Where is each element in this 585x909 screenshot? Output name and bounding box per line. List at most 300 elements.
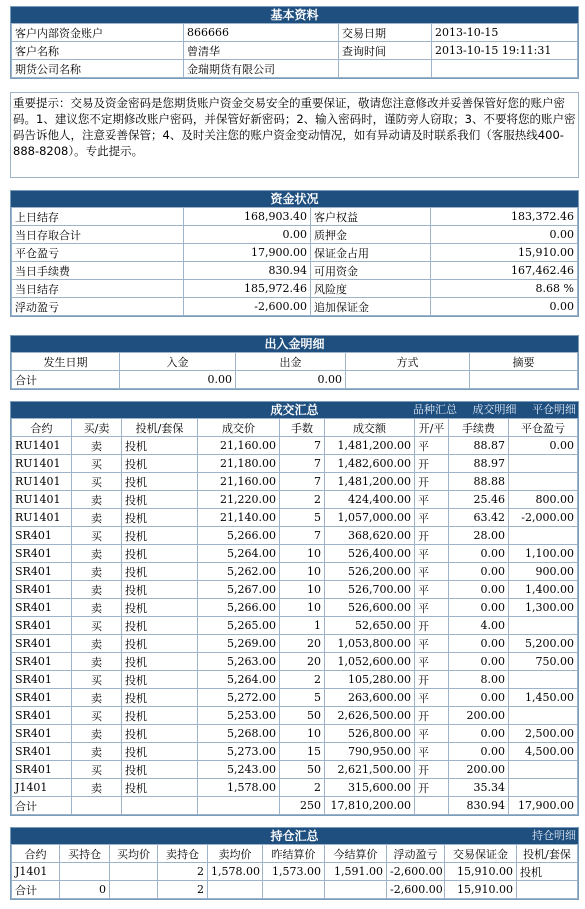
link-trade-detail[interactable]: 成交明细 bbox=[472, 403, 517, 416]
table-cell: 17,900.00 bbox=[509, 797, 578, 815]
table-cell: 投机 bbox=[122, 635, 198, 653]
table-cell: 21,160.00 bbox=[198, 437, 280, 455]
funds-row bbox=[12, 208, 578, 226]
table-cell: 开 bbox=[415, 707, 449, 725]
field-value: 2013-10-15 19:11:31 bbox=[432, 42, 578, 60]
table-cell bbox=[509, 779, 578, 797]
table-cell: 0.00 bbox=[509, 437, 578, 455]
table-cell: J1401 bbox=[12, 779, 72, 797]
table-cell: 买 bbox=[72, 671, 122, 689]
field-value: 8.68 % bbox=[431, 280, 578, 298]
table-cell: 750.00 bbox=[509, 653, 578, 671]
table-row bbox=[12, 635, 578, 653]
table-cell: 10 bbox=[280, 725, 325, 743]
positions-table bbox=[11, 844, 578, 899]
column-header: 昨结算价 bbox=[263, 845, 325, 863]
table-cell: -2,600.00 bbox=[387, 863, 445, 881]
table-cell: 315,600.00 bbox=[325, 779, 415, 797]
table-header-row bbox=[12, 845, 578, 863]
table-cell: 4.00 bbox=[449, 617, 509, 635]
field-label: 平仓盈亏 bbox=[12, 244, 184, 262]
table-cell: 250 bbox=[280, 797, 325, 815]
table-cell bbox=[509, 761, 578, 779]
notice-text: 重要提示：交易及资金密码是您期货账户资金交易安全的重要保证，敬请您注意修改并妥善保管好您的账户密码。1、建议您不定期修改账户密码，并保管好新密码；2、输入密码时，谨防旁人窃取；3、不要将您的账户密码告诉他人，注意妥善保管；4、及时关注您的账户资金变动情况，如有异动请及时联系我们（客服热线400-888-8208）。专此提示。 bbox=[13, 96, 576, 158]
table-cell: 投机 bbox=[122, 779, 198, 797]
column-header: 成交价 bbox=[198, 419, 280, 437]
table-row bbox=[12, 455, 578, 473]
table-cell: SR401 bbox=[12, 617, 72, 635]
table-row bbox=[12, 527, 578, 545]
table-cell: 0.00 bbox=[449, 599, 509, 617]
table-cell: 2 bbox=[158, 881, 208, 899]
table-cell: 投机 bbox=[122, 617, 198, 635]
table-row bbox=[12, 545, 578, 563]
table-cell: 1,450.00 bbox=[509, 689, 578, 707]
trades-table bbox=[11, 418, 578, 815]
table-cell: 买 bbox=[72, 527, 122, 545]
table-cell: 830.94 bbox=[449, 797, 509, 815]
field-label: 客户名称 bbox=[12, 42, 184, 60]
table-cell: 投机 bbox=[122, 689, 198, 707]
field-label: 当日结存 bbox=[12, 280, 184, 298]
table-row bbox=[12, 743, 578, 761]
table-cell: 开 bbox=[415, 455, 449, 473]
table-cell: 35.34 bbox=[449, 779, 509, 797]
table-cell: 0.00 bbox=[449, 725, 509, 743]
table-cell: 买 bbox=[72, 617, 122, 635]
column-header: 卖均价 bbox=[208, 845, 263, 863]
table-cell: 10 bbox=[280, 545, 325, 563]
table-row bbox=[12, 473, 578, 491]
column-header: 成交额 bbox=[325, 419, 415, 437]
table-cell bbox=[415, 797, 449, 815]
table-cell: 0.00 bbox=[449, 635, 509, 653]
table-cell: 平 bbox=[415, 581, 449, 599]
table-cell: SR401 bbox=[12, 689, 72, 707]
table-cell: 买 bbox=[72, 455, 122, 473]
table-cell: SR401 bbox=[12, 581, 72, 599]
table-cell: 1,300.00 bbox=[509, 599, 578, 617]
field-value: -2,600.00 bbox=[184, 298, 311, 316]
table-cell: 5,264.00 bbox=[198, 545, 280, 563]
table-cell: 0.00 bbox=[449, 545, 509, 563]
table-cell: 买 bbox=[72, 473, 122, 491]
table-cell: SR401 bbox=[12, 725, 72, 743]
link-close-detail[interactable]: 平仓明细 bbox=[532, 403, 576, 416]
table-cell bbox=[346, 371, 470, 389]
table-cell: 526,600.00 bbox=[325, 599, 415, 617]
funds-row bbox=[12, 244, 578, 262]
table-cell: 投机 bbox=[122, 653, 198, 671]
table-cell: 开 bbox=[415, 473, 449, 491]
table-cell: 0.00 bbox=[449, 581, 509, 599]
table-cell: 5,243.00 bbox=[198, 761, 280, 779]
table-cell: RU1401 bbox=[12, 509, 72, 527]
table-cell: 投机 bbox=[122, 437, 198, 455]
table-cell: SR401 bbox=[12, 599, 72, 617]
table-cell: 卖 bbox=[72, 779, 122, 797]
table-cell bbox=[509, 527, 578, 545]
table-cell: SR401 bbox=[12, 761, 72, 779]
table-cell: 1,400.00 bbox=[509, 581, 578, 599]
positions-section bbox=[10, 827, 579, 900]
field-label: 当日存取合计 bbox=[12, 226, 184, 244]
table-cell: 424,400.00 bbox=[325, 491, 415, 509]
field-value bbox=[432, 60, 578, 78]
column-header: 投机/套保 bbox=[122, 419, 198, 437]
table-cell: 0.00 bbox=[449, 563, 509, 581]
funds-title: 资金状况 bbox=[11, 191, 578, 207]
table-cell: 5,266.00 bbox=[198, 527, 280, 545]
table-cell: 1,100.00 bbox=[509, 545, 578, 563]
field-value: 曾清华 bbox=[184, 42, 339, 60]
table-cell: 0.00 bbox=[449, 743, 509, 761]
table-cell: 800.00 bbox=[509, 491, 578, 509]
table-cell bbox=[509, 707, 578, 725]
table-cell: 平 bbox=[415, 491, 449, 509]
field-value: 0.00 bbox=[431, 226, 578, 244]
table-cell: 开 bbox=[415, 779, 449, 797]
table-cell: -2,000.00 bbox=[509, 509, 578, 527]
funds-row bbox=[12, 298, 578, 316]
table-cell bbox=[208, 881, 263, 899]
column-header: 投机/套保 bbox=[517, 845, 578, 863]
table-cell: SR401 bbox=[12, 563, 72, 581]
field-label: 浮动盈亏 bbox=[12, 298, 184, 316]
field-label: 质押金 bbox=[311, 226, 431, 244]
table-cell: 平 bbox=[415, 743, 449, 761]
table-cell: 526,200.00 bbox=[325, 563, 415, 581]
table-cell bbox=[325, 881, 387, 899]
table-cell: 合计 bbox=[12, 371, 120, 389]
table-row bbox=[12, 563, 578, 581]
table-cell bbox=[509, 671, 578, 689]
table-cell: 投机 bbox=[122, 581, 198, 599]
table-cell: 买 bbox=[72, 707, 122, 725]
table-cell: SR401 bbox=[12, 743, 72, 761]
basic-info-row bbox=[12, 24, 578, 42]
column-header: 今结算价 bbox=[325, 845, 387, 863]
field-value: 2013-10-15 bbox=[432, 24, 578, 42]
inout-section bbox=[10, 335, 579, 390]
table-cell: 50 bbox=[280, 761, 325, 779]
table-cell: 投机 bbox=[122, 761, 198, 779]
table-cell: 合计 bbox=[12, 797, 72, 815]
table-cell: 0.00 bbox=[449, 653, 509, 671]
table-row bbox=[12, 509, 578, 527]
table-cell: 卖 bbox=[72, 689, 122, 707]
table-cell: 投机 bbox=[122, 527, 198, 545]
table-cell: 20 bbox=[280, 635, 325, 653]
trades-links bbox=[401, 402, 576, 418]
table-cell: 526,700.00 bbox=[325, 581, 415, 599]
table-cell: 5,273.00 bbox=[198, 743, 280, 761]
table-cell: 卖 bbox=[72, 437, 122, 455]
table-cell bbox=[122, 797, 198, 815]
table-cell: 10 bbox=[280, 599, 325, 617]
column-header: 手数 bbox=[280, 419, 325, 437]
basic-info-title: 基本资料 bbox=[11, 7, 578, 23]
table-cell: 平 bbox=[415, 653, 449, 671]
table-cell: 卖 bbox=[72, 563, 122, 581]
table-cell: 15,910.00 bbox=[445, 863, 517, 881]
table-row bbox=[12, 707, 578, 725]
table-cell: 2,626,500.00 bbox=[325, 707, 415, 725]
column-header: 开/平 bbox=[415, 419, 449, 437]
table-cell: 开 bbox=[415, 671, 449, 689]
column-header: 合约 bbox=[12, 845, 60, 863]
table-cell: 投机 bbox=[122, 491, 198, 509]
table-cell: 5 bbox=[280, 689, 325, 707]
table-cell: 50 bbox=[280, 707, 325, 725]
table-cell: 1,573.00 bbox=[263, 863, 325, 881]
trades-section bbox=[10, 401, 579, 816]
table-cell bbox=[509, 473, 578, 491]
table-cell: 卖 bbox=[72, 581, 122, 599]
link-product-summary[interactable]: 品种汇总 bbox=[413, 403, 457, 416]
funds-row bbox=[12, 262, 578, 280]
table-cell: 7 bbox=[280, 437, 325, 455]
table-cell bbox=[60, 863, 110, 881]
field-label: 上日结存 bbox=[12, 208, 184, 226]
table-cell: 0 bbox=[60, 881, 110, 899]
field-label: 客户权益 bbox=[311, 208, 431, 226]
table-cell bbox=[509, 455, 578, 473]
table-cell: 2 bbox=[280, 779, 325, 797]
table-cell: 5,263.00 bbox=[198, 653, 280, 671]
table-cell: 2 bbox=[158, 863, 208, 881]
table-cell: 4,500.00 bbox=[509, 743, 578, 761]
table-cell: 2 bbox=[280, 671, 325, 689]
table-cell: 5,200.00 bbox=[509, 635, 578, 653]
field-label: 当日手续费 bbox=[12, 262, 184, 280]
table-cell: 10 bbox=[280, 581, 325, 599]
table-cell: 平 bbox=[415, 689, 449, 707]
table-cell bbox=[517, 881, 578, 899]
table-row bbox=[12, 437, 578, 455]
table-cell: 15 bbox=[280, 743, 325, 761]
column-header: 平仓盈亏 bbox=[509, 419, 578, 437]
table-cell: 15,910.00 bbox=[445, 881, 517, 899]
column-header: 买/卖 bbox=[72, 419, 122, 437]
basic-info-section bbox=[10, 6, 579, 79]
table-cell: 卖 bbox=[72, 491, 122, 509]
field-value: 168,903.40 bbox=[184, 208, 311, 226]
table-cell: SR401 bbox=[12, 527, 72, 545]
basic-info-table bbox=[11, 23, 578, 78]
field-value: 185,972.46 bbox=[184, 280, 311, 298]
field-value: 0.00 bbox=[431, 298, 578, 316]
column-header: 浮动盈亏 bbox=[387, 845, 445, 863]
table-cell: 52,650.00 bbox=[325, 617, 415, 635]
field-value: 866666 bbox=[184, 24, 339, 42]
funds-table bbox=[11, 207, 578, 316]
funds-section bbox=[10, 190, 579, 317]
table-cell: 合计 bbox=[12, 881, 60, 899]
funds-row bbox=[12, 226, 578, 244]
trades-title: 成交汇总 bbox=[270, 403, 319, 417]
table-cell: 63.42 bbox=[449, 509, 509, 527]
table-cell: 200.00 bbox=[449, 761, 509, 779]
table-cell: 卖 bbox=[72, 725, 122, 743]
table-cell: SR401 bbox=[12, 671, 72, 689]
table-row bbox=[12, 671, 578, 689]
table-cell: 2 bbox=[280, 491, 325, 509]
table-cell: 21,140.00 bbox=[198, 509, 280, 527]
table-cell: 卖 bbox=[72, 653, 122, 671]
field-label: 查询时间 bbox=[339, 42, 432, 60]
table-cell: 投机 bbox=[122, 455, 198, 473]
field-label: 风险度 bbox=[311, 280, 431, 298]
column-header: 出金 bbox=[236, 353, 346, 371]
positions-title-bar bbox=[11, 828, 578, 844]
table-cell: 5,266.00 bbox=[198, 599, 280, 617]
link-position-detail[interactable]: 持仓明细 bbox=[532, 829, 576, 842]
table-cell: 投机 bbox=[122, 671, 198, 689]
field-label: 追加保证金 bbox=[311, 298, 431, 316]
table-cell: 卖 bbox=[72, 509, 122, 527]
table-cell: SR401 bbox=[12, 653, 72, 671]
field-value: 17,900.00 bbox=[184, 244, 311, 262]
table-cell: 卖 bbox=[72, 545, 122, 563]
table-cell: 5,267.00 bbox=[198, 581, 280, 599]
table-cell: 88.87 bbox=[449, 437, 509, 455]
table-cell: 卖 bbox=[72, 599, 122, 617]
table-cell: 526,400.00 bbox=[325, 545, 415, 563]
table-cell: 1,578.00 bbox=[208, 863, 263, 881]
table-row bbox=[12, 617, 578, 635]
table-row bbox=[12, 653, 578, 671]
table-cell: 1,482,600.00 bbox=[325, 455, 415, 473]
field-label: 保证金占用 bbox=[311, 244, 431, 262]
table-cell: 526,800.00 bbox=[325, 725, 415, 743]
table-row bbox=[12, 491, 578, 509]
table-row bbox=[12, 689, 578, 707]
table-cell: 5,262.00 bbox=[198, 563, 280, 581]
column-header: 方式 bbox=[346, 353, 470, 371]
table-cell: 投机 bbox=[517, 863, 578, 881]
table-cell: 投机 bbox=[122, 725, 198, 743]
table-cell: 投机 bbox=[122, 599, 198, 617]
table-cell: RU1401 bbox=[12, 437, 72, 455]
table-cell: 263,600.00 bbox=[325, 689, 415, 707]
table-cell: 900.00 bbox=[509, 563, 578, 581]
table-cell bbox=[198, 797, 280, 815]
table-cell bbox=[110, 881, 158, 899]
column-header: 买均价 bbox=[110, 845, 158, 863]
trades-title-bar bbox=[11, 402, 578, 418]
table-cell: 7 bbox=[280, 527, 325, 545]
basic-info-row bbox=[12, 60, 578, 78]
table-cell: 1 bbox=[280, 617, 325, 635]
table-cell: 买 bbox=[72, 761, 122, 779]
field-value: 0.00 bbox=[184, 226, 311, 244]
column-header: 手续费 bbox=[449, 419, 509, 437]
table-cell: 1,052,600.00 bbox=[325, 653, 415, 671]
positions-links bbox=[520, 828, 576, 844]
table-cell: -2,600.00 bbox=[387, 881, 445, 899]
table-cell: SR401 bbox=[12, 545, 72, 563]
table-cell: 8.00 bbox=[449, 671, 509, 689]
total-row bbox=[12, 371, 578, 389]
table-cell: 0.00 bbox=[449, 689, 509, 707]
table-cell bbox=[110, 863, 158, 881]
table-row bbox=[12, 725, 578, 743]
table-cell: J1401 bbox=[12, 863, 60, 881]
table-cell: 平 bbox=[415, 437, 449, 455]
field-label bbox=[339, 60, 432, 78]
table-cell: 1,053,800.00 bbox=[325, 635, 415, 653]
table-cell: 投机 bbox=[122, 563, 198, 581]
column-header: 买持仓 bbox=[60, 845, 110, 863]
table-row bbox=[12, 863, 578, 881]
field-label: 交易日期 bbox=[339, 24, 432, 42]
table-cell bbox=[72, 797, 122, 815]
table-cell: 平 bbox=[415, 509, 449, 527]
table-cell: 21,220.00 bbox=[198, 491, 280, 509]
field-value: 金瑞期货有限公司 bbox=[184, 60, 339, 78]
table-cell: 卖 bbox=[72, 743, 122, 761]
table-cell: 投机 bbox=[122, 509, 198, 527]
total-row bbox=[12, 797, 578, 815]
table-cell: 5,253.00 bbox=[198, 707, 280, 725]
field-label: 客户内部资金账户 bbox=[12, 24, 184, 42]
positions-title: 持仓汇总 bbox=[270, 829, 319, 843]
table-cell: 0.00 bbox=[236, 371, 346, 389]
table-row bbox=[12, 779, 578, 797]
table-cell bbox=[470, 371, 578, 389]
inout-table bbox=[11, 352, 578, 389]
table-cell: 21,180.00 bbox=[198, 455, 280, 473]
column-header: 卖持仓 bbox=[158, 845, 208, 863]
table-cell: 10 bbox=[280, 563, 325, 581]
table-cell: 2,500.00 bbox=[509, 725, 578, 743]
column-header: 合约 bbox=[12, 419, 72, 437]
table-cell: 投机 bbox=[122, 473, 198, 491]
table-cell: 1,591.00 bbox=[325, 863, 387, 881]
table-cell: 28.00 bbox=[449, 527, 509, 545]
notice-section bbox=[10, 92, 579, 178]
table-cell: 开 bbox=[415, 527, 449, 545]
table-cell: 200.00 bbox=[449, 707, 509, 725]
table-cell: RU1401 bbox=[12, 491, 72, 509]
field-value: 167,462.46 bbox=[431, 262, 578, 280]
total-row bbox=[12, 881, 578, 899]
table-cell: 投机 bbox=[122, 545, 198, 563]
table-cell: 88.97 bbox=[449, 455, 509, 473]
table-cell: 开 bbox=[415, 617, 449, 635]
table-row bbox=[12, 761, 578, 779]
table-cell: 0.00 bbox=[120, 371, 236, 389]
table-cell: 5,265.00 bbox=[198, 617, 280, 635]
table-cell: 5,264.00 bbox=[198, 671, 280, 689]
table-cell: 7 bbox=[280, 473, 325, 491]
column-header: 发生日期 bbox=[12, 353, 120, 371]
table-cell: 1,481,200.00 bbox=[325, 437, 415, 455]
table-cell: 5,268.00 bbox=[198, 725, 280, 743]
table-header-row bbox=[12, 353, 578, 371]
table-cell: 平 bbox=[415, 563, 449, 581]
table-cell: 投机 bbox=[122, 707, 198, 725]
column-header: 交易保证金 bbox=[445, 845, 517, 863]
table-cell: 平 bbox=[415, 545, 449, 563]
field-value: 15,910.00 bbox=[431, 244, 578, 262]
field-label: 期货公司名称 bbox=[12, 60, 184, 78]
funds-row bbox=[12, 280, 578, 298]
table-cell: 790,950.00 bbox=[325, 743, 415, 761]
table-cell: 368,620.00 bbox=[325, 527, 415, 545]
table-cell: 5,269.00 bbox=[198, 635, 280, 653]
